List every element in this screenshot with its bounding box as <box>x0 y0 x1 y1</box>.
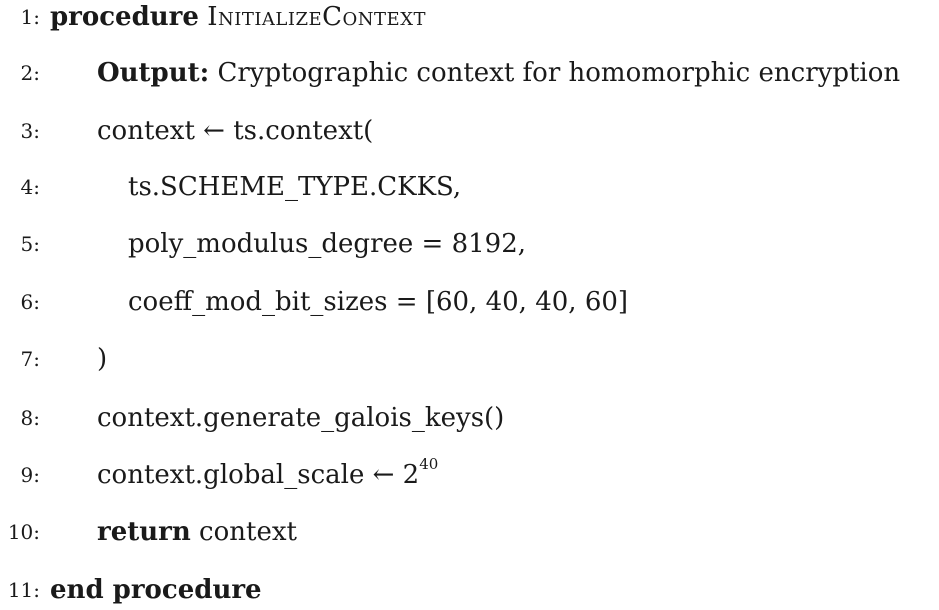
algorithm-line-3 <box>0 111 939 151</box>
algorithm-line-4 <box>0 167 939 207</box>
line-number: 8: <box>20 406 40 430</box>
keyword-output: Output: <box>97 58 210 88</box>
line-number: 5: <box>20 232 40 256</box>
procedure-name: InitializeContext <box>207 2 427 32</box>
line-content: context ← ts.context( <box>97 116 374 146</box>
output-description: Cryptographic context for homomorphic encryption <box>217 58 901 88</box>
line-content: coeff_mod_bit_sizes = [60, 40, 40, 60] <box>128 287 629 317</box>
keyword-return: return <box>97 517 191 547</box>
line-number: 11: <box>7 578 40 602</box>
line-content <box>50 570 262 610</box>
line-number: 9: <box>20 463 40 487</box>
algorithm-line-10 <box>0 512 939 552</box>
line-content <box>50 0 426 37</box>
return-value: context <box>199 517 297 547</box>
line-text: context.global_scale ← 2 <box>97 460 420 490</box>
line-number: 7: <box>20 347 40 371</box>
line-content: ) <box>97 344 108 374</box>
line-content <box>97 455 438 495</box>
line-content <box>97 53 900 93</box>
algorithm-line-9 <box>0 455 939 495</box>
line-content <box>97 512 297 552</box>
line-number: 10: <box>7 520 40 544</box>
line-number: 1: <box>20 5 40 29</box>
exponent: 40 <box>419 455 439 474</box>
line-content: context.generate_galois_keys() <box>97 403 505 433</box>
algorithm-line-8 <box>0 398 939 438</box>
line-number: 2: <box>20 61 40 85</box>
line-content: ts.SCHEME_TYPE.CKKS, <box>128 172 462 202</box>
keyword-end-procedure: end procedure <box>50 575 262 605</box>
algorithm-line-11 <box>0 570 939 610</box>
algorithm-line-5 <box>0 224 939 264</box>
line-content: poly_modulus_degree = 8192, <box>128 229 527 259</box>
line-number: 4: <box>20 175 40 199</box>
keyword-procedure: procedure <box>50 2 199 32</box>
algorithm-line-1 <box>0 0 939 37</box>
algorithm-line-6 <box>0 282 939 322</box>
line-number: 3: <box>20 119 40 143</box>
algorithm-line-7 <box>0 339 939 379</box>
line-number: 6: <box>20 290 40 314</box>
algorithm-line-2 <box>0 53 939 93</box>
